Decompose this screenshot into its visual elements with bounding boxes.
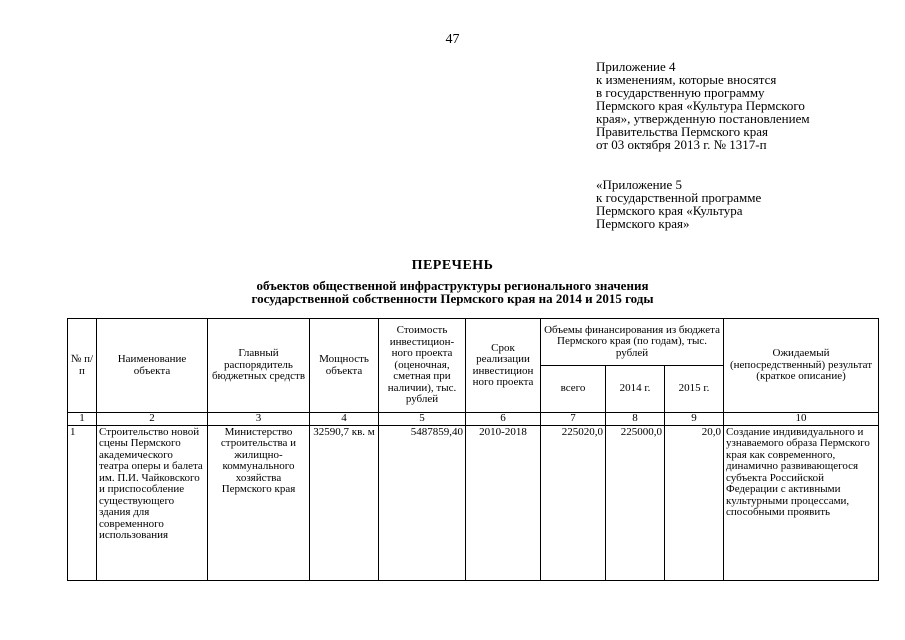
appendix-5-line: Пермского края «Культура	[596, 203, 743, 218]
appendix-4-line: края», утвержденную постановлением	[596, 111, 810, 126]
cell-total: 225020,0	[541, 425, 606, 580]
header-manager: Главный распорядитель бюджетных средств	[208, 319, 310, 413]
appendix-4-line: Приложение 4	[596, 59, 676, 74]
appendix-5-block	[596, 178, 761, 230]
cell-cost: 5487859,40	[379, 425, 466, 580]
header-result: Ожидаемый (непосредственный) результат (краткое описание)	[724, 319, 879, 413]
column-number: 6	[466, 413, 541, 426]
header-num: № п/п	[68, 319, 97, 413]
cell-manager: Министерство строительства и жилищно-коммунального хозяйства Пермского края	[208, 425, 310, 580]
column-number: 2	[97, 413, 208, 426]
cell-name: Строительство новой сцены Пермского академического театра оперы и балета им. П.И. Чайковского и приспособление существующего здания для современного использования	[97, 425, 208, 580]
column-number: 3	[208, 413, 310, 426]
page-number: 47	[445, 32, 460, 47]
column-number: 9	[665, 413, 724, 426]
cell-capacity: 32590,7 кв. м	[310, 425, 379, 580]
column-number: 5	[379, 413, 466, 426]
subtitle-line-2: государственной собственности Пермского края на 2014 и 2015 годы	[251, 291, 654, 306]
header-total: всего	[541, 366, 606, 413]
column-number: 7	[541, 413, 606, 426]
cell-num: 1	[68, 425, 97, 580]
header-funding-group: Объемы финансирования из бюджета Пермского края (по годам), тыс. рублей	[541, 319, 724, 366]
document-title: ПЕРЕЧЕНЬ	[411, 258, 494, 273]
subtitle-line-1: объектов общественной инфраструктуры регионального значения	[256, 278, 649, 293]
column-number: 4	[310, 413, 379, 426]
header-period: Срок реализации инвестицион ного проекта	[466, 319, 541, 413]
appendix-5-line: Пермского края»	[596, 216, 690, 231]
header-cost: Стоимость инвестицион-ного проекта (оценочная, сметная при наличии), тыс. рублей	[379, 319, 466, 413]
document-subtitle	[0, 279, 905, 305]
appendix-4-line: Правительства Пермского края	[596, 124, 768, 139]
header-2014: 2014 г.	[606, 366, 665, 413]
appendix-4-block	[596, 60, 810, 151]
appendix-4-line: Пермского края «Культура Пермского	[596, 98, 805, 113]
cell-2014: 225000,0	[606, 425, 665, 580]
header-capacity: Мощность объекта	[310, 319, 379, 413]
appendix-4-line: от 03 октября 2013 г. № 1317-п	[596, 137, 767, 152]
column-number: 8	[606, 413, 665, 426]
header-2015: 2015 г.	[665, 366, 724, 413]
appendix-5-line: к государственной программе	[596, 190, 762, 205]
table-row	[68, 425, 879, 580]
infrastructure-table	[67, 318, 879, 581]
column-number: 10	[724, 413, 879, 426]
appendix-5-line: «Приложение 5	[596, 177, 683, 192]
appendix-4-line: в государственную программу	[596, 85, 765, 100]
cell-period: 2010-2018	[466, 425, 541, 580]
cell-2015: 20,0	[665, 425, 724, 580]
cell-result: Создание индивидуального и узнаваемого образа Пермского края как современного, динамично развивающегося субъекта Российской Федерации с активными культурными процессами, способными проявить	[724, 425, 879, 580]
appendix-4-line: к изменениям, которые вносятся	[596, 72, 777, 87]
column-number: 1	[68, 413, 97, 426]
header-name: Наименование объекта	[97, 319, 208, 413]
